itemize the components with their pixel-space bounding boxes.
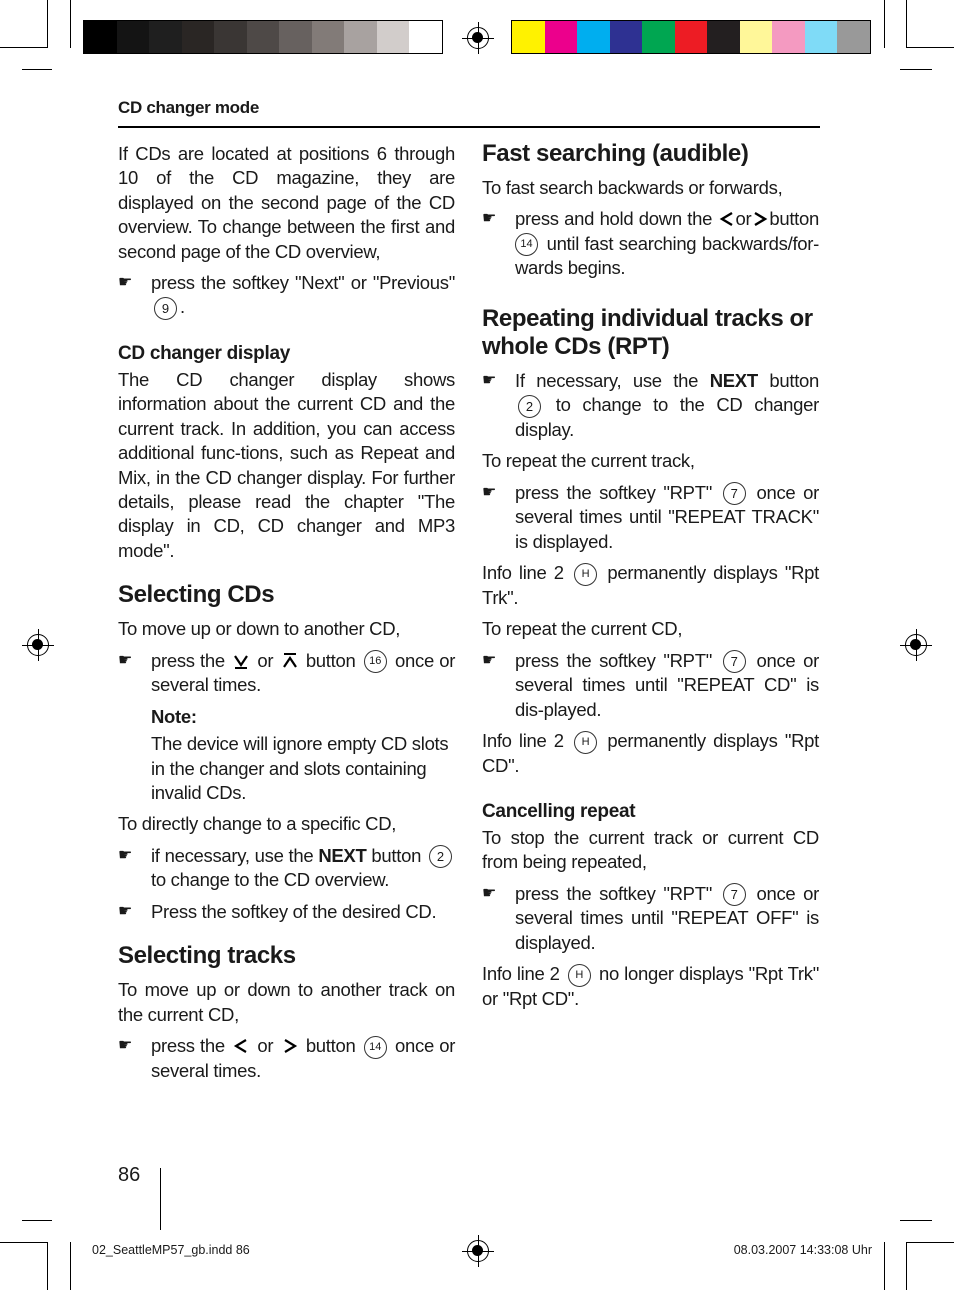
list-item: ☛ press the softkey "RPT" 7 once or several times until "REPEAT TRACK" is displayed. [482, 481, 820, 552]
crop-mark [906, 47, 954, 48]
display-ref-badge: H [574, 563, 597, 586]
crop-mark [900, 69, 932, 70]
right-column [482, 140, 819, 1018]
registration-mark-icon [467, 1240, 489, 1262]
page-number-rule [160, 1168, 161, 1230]
crop-mark [70, 0, 71, 48]
list-item: ☛ press the or button 16 once or several times. [118, 649, 456, 696]
registration-mark-icon [27, 634, 49, 656]
button-ref-badge: 7 [723, 482, 746, 505]
paragraph: To directly change to a specific CD, [118, 813, 397, 835]
v-down-icon [233, 653, 249, 669]
list-item: ☛ press the softkey "RPT" 7 once or several times until "REPEAT OFF" is displayed. [482, 882, 820, 953]
button-ref-badge: 2 [429, 845, 452, 868]
button-ref-badge: 14 [515, 233, 538, 256]
button-ref-badge: 9 [154, 297, 177, 320]
list-item: ☛ press and hold down the or button 14 until fast searching backwards/for-wards begins. [482, 208, 819, 279]
note-block [118, 705, 455, 806]
section-heading: Repeating individual tracks or whole CDs (RPT) [482, 304, 813, 360]
pointing-hand-icon: ☛ [482, 884, 497, 902]
list-item: ☛ press the softkey "RPT" 7 once or several times until "REPEAT CD" is dis-played. [482, 649, 820, 720]
list-item: ☛ If necessary, use the NEXT button 2 to change to the CD changer display. [482, 369, 820, 440]
crop-mark [906, 1242, 907, 1290]
display-ref-badge: H [574, 731, 597, 754]
list-item: ☛ press the or button 14 once or several times. [118, 1034, 456, 1081]
paragraph: Info line 2 H permanently displays "Rpt Trk". [482, 562, 820, 608]
note-text: The device will ignore empty CD slots in the changer and slots containing invalid CDs. [151, 733, 449, 803]
paragraph: To move up or down to another CD, [118, 618, 401, 640]
crop-mark [884, 1242, 885, 1290]
crop-mark [47, 1242, 48, 1290]
list-item: ☛ press the softkey "Next" or "Previous" 9 . [118, 271, 455, 320]
chevron-left-icon [233, 1038, 249, 1054]
color-bar-frame [511, 20, 871, 54]
chevron-left-icon [719, 211, 735, 227]
pointing-hand-icon: ☛ [118, 651, 133, 669]
button-ref-badge: 2 [518, 395, 541, 418]
pointing-hand-icon: ☛ [118, 846, 133, 864]
v-up-icon [282, 653, 298, 669]
paragraph: To repeat the current CD, [482, 618, 683, 640]
color-bar-frame [83, 20, 443, 54]
paragraph: To fast search backwards or forwards, [482, 177, 783, 198]
button-ref-badge: 16 [364, 650, 387, 673]
section-heading: Selecting CDs [118, 581, 275, 609]
page-number: 86 [118, 1164, 141, 1186]
button-ref-badge: 7 [723, 883, 746, 906]
crop-mark [0, 1242, 48, 1243]
display-ref-badge: H [568, 964, 591, 987]
pointing-hand-icon: ☛ [118, 1036, 133, 1054]
chevron-right-icon [282, 1038, 298, 1054]
pointing-hand-icon: ☛ [482, 483, 497, 501]
footer-timestamp: 08.03.2007 14:33:08 Uhr [733, 1243, 872, 1257]
pointing-hand-icon: ☛ [118, 274, 133, 292]
list-item: ☛ Press the softkey of the desired CD. [118, 900, 455, 924]
button-ref-badge: 14 [364, 1036, 387, 1059]
registration-mark-icon [467, 27, 489, 49]
paragraph: To move up or down to another track on the current CD, [118, 979, 455, 1025]
crop-mark [906, 0, 907, 48]
list-item: ☛ if necessary, use the NEXT button 2 to change to the CD overview. [118, 844, 455, 893]
crop-mark [900, 1220, 932, 1221]
intro-paragraph: If CDs are located at positions 6 through 10 of the CD magazine, they are displayed on the second page of the CD overview. To change between the first and second page of the CD overview, [118, 143, 455, 262]
pointing-hand-icon: ☛ [482, 371, 497, 389]
registration-mark-icon [905, 634, 927, 656]
crop-mark [22, 1220, 52, 1221]
pointing-hand-icon: ☛ [482, 651, 497, 669]
left-column [118, 142, 455, 1090]
crop-mark [47, 0, 48, 48]
paragraph: To repeat the current track, [482, 450, 695, 472]
crop-mark [906, 1242, 954, 1243]
footer-file: 02_SeattleMP57_gb.indd 86 [92, 1243, 250, 1257]
crop-mark [70, 1242, 71, 1290]
section-heading: CD changer display [118, 343, 290, 365]
crop-mark [0, 47, 48, 48]
section-heading: Cancelling repeat [482, 800, 636, 822]
button-ref-badge: 7 [723, 650, 746, 673]
header-rule [118, 126, 820, 128]
crop-mark [884, 0, 885, 48]
page-header: CD changer mode [118, 98, 259, 117]
note-heading: Note: [151, 705, 197, 727]
paragraph: To stop the current track or current CD from being repeated, [482, 826, 819, 873]
paragraph: Info line 2 H no longer displays "Rpt Trk" or "Rpt CD". [482, 963, 819, 1009]
crop-mark [22, 69, 52, 70]
pointing-hand-icon: ☛ [118, 902, 133, 920]
pointing-hand-icon: ☛ [482, 210, 497, 228]
section-heading: Selecting tracks [118, 942, 296, 970]
paragraph: The CD changer display shows information about the current CD and the current track. In addition, you can access additional func-tions, such as Repeat and Mix, in the CD changer display. For further details, please read the chapter "The display in CD, CD changer and MP3 mode". [118, 369, 455, 561]
section-heading: Fast searching (audible) [482, 140, 749, 167]
chevron-right-icon [752, 211, 768, 227]
paragraph: Info line 2 H permanently displays "Rpt CD". [482, 729, 820, 776]
